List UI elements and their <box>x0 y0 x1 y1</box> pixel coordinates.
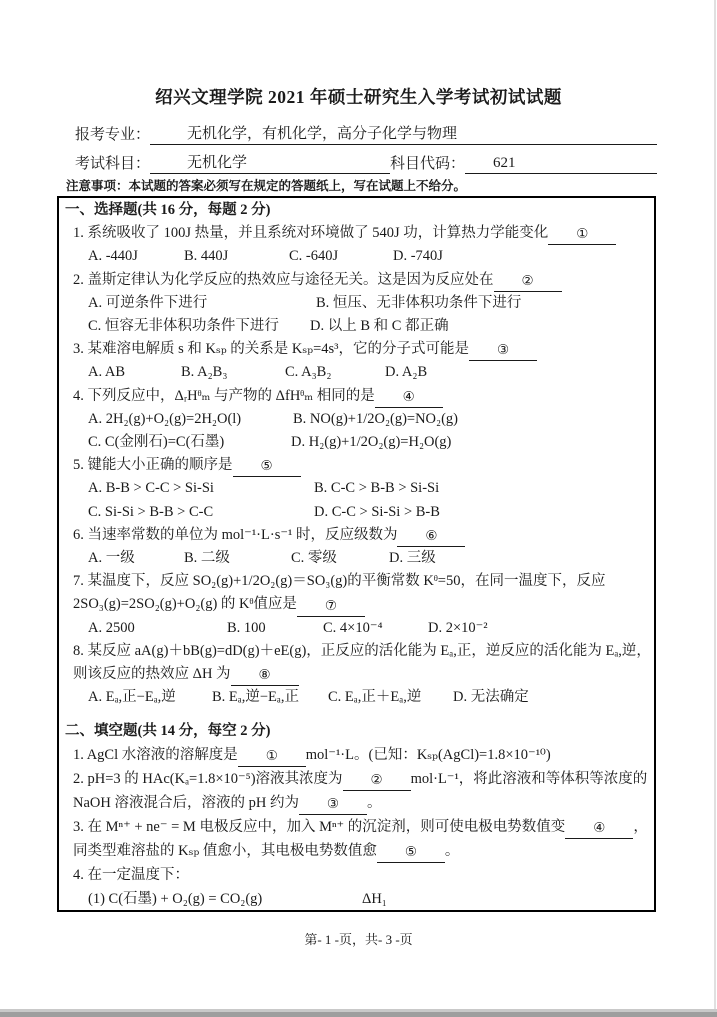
answer-blank-5: ⑤ <box>233 455 301 477</box>
fill-answer-blank-4: ④ <box>565 817 633 839</box>
option-7a: A. 2500 <box>88 619 135 636</box>
fill-blank-2-line-2 <box>65 791 650 815</box>
fill-blank-2-post-2: 。 <box>366 795 382 812</box>
option-6c: C. 零级 <box>291 550 337 567</box>
fill-blank-1 <box>65 743 650 767</box>
code-label: 科目代码： <box>390 156 466 172</box>
answer-blank-1: ① <box>548 223 616 245</box>
fill-blank-3-pre: 3. 在 Mⁿ⁺ + ne⁻ = M 电极反应中，加入 Mⁿ⁺ 的沉淀剂，则可使电极电势数值变 <box>73 819 566 836</box>
subject-label: 考试科目： <box>75 156 151 172</box>
fill-blank-2-line-1 <box>65 767 650 791</box>
question-8-text-1: 8. 某反应 aA(g)＋bB(g)=dD(g)＋eE(g)，正反应的活化能为 Eₐ,正，逆反应的活化能为 Eₐ,逆， <box>73 642 651 659</box>
page-footer: 第- 1 -页，共- 3 -页 <box>304 932 413 947</box>
option-7c: C. 4×10⁻⁴ <box>323 619 383 636</box>
option-2a: A. 可逆条件下进行 <box>88 294 208 311</box>
option-3a: A. AB <box>88 364 126 381</box>
fill-blank-3-line-1 <box>65 815 650 839</box>
fill-blank-3-post-2: 。 <box>444 843 460 860</box>
option-8c: C. Eₐ,正＋Eₐ,逆 <box>328 689 422 706</box>
option-8d: D. 无法确定 <box>453 689 529 706</box>
option-2b: B. 恒压、无非体积功条件下进行 <box>316 294 522 311</box>
question-2-options-row-2 <box>65 315 650 338</box>
fill-blank-2-pre: 2. pH=3 的 HAc(Kₐ=1.8×10⁻⁵)溶液其浓度为 <box>73 771 343 788</box>
section-2 <box>65 719 650 911</box>
option-3c: C. A₃B₂ <box>285 364 332 381</box>
option-4a: A. 2H₂(g)+O₂(g)=2H₂O(l) <box>88 410 242 427</box>
fill-blank-4-text: 4. 在一定温度下： <box>73 867 189 884</box>
fill-answer-blank-1: ① <box>238 745 306 767</box>
fill-answer-blank-3: ③ <box>299 793 367 815</box>
option-8b: B. Eₐ,逆−Eₐ,正 <box>212 689 299 706</box>
question-3-options <box>65 361 650 384</box>
question-5-text: 5. 键能大小正确的顺序是 <box>73 457 233 474</box>
answer-blank-4: ④ <box>375 386 443 408</box>
option-3d: D. A₂B <box>385 364 428 381</box>
question-5 <box>65 454 650 477</box>
fill-blank-2-pre-2: NaOH 溶液混合后，溶液的 pH 约为 <box>73 795 299 812</box>
question-4-options-row-2 <box>65 431 650 454</box>
question-6-options <box>65 547 650 570</box>
question-7-line-1 <box>65 570 650 593</box>
field-row-subject <box>75 145 657 174</box>
fill-blank-3-line-2 <box>65 839 650 863</box>
question-1-options <box>65 245 650 268</box>
page-bottom-edge <box>0 1012 717 1017</box>
fill-answer-blank-2: ② <box>343 769 411 791</box>
answer-blank-8: ⑧ <box>231 664 299 686</box>
question-2 <box>65 269 650 292</box>
question-4 <box>65 385 650 408</box>
fill-blank-1-post: mol⁻¹·L。(已知：Kₛₚ(AgCl)=1.8×10⁻¹⁰) <box>305 747 551 764</box>
option-6d: D. 三级 <box>389 550 436 567</box>
fill-blank-3-post: ， <box>633 819 648 836</box>
question-2-text: 2. 盖斯定律认为化学反应的热效应与途径无关。这是因为反应处在 <box>73 271 494 288</box>
option-1d: D. -740J <box>393 248 443 265</box>
option-4d: D. H₂(g)+1/2O₂(g)=H₂O(g) <box>291 434 452 451</box>
fill-blank-3-pre-2: 同类型难溶盐的 Kₛₚ 值愈小，其电极电势数值愈 <box>73 843 377 860</box>
subject-value: 无机化学 <box>150 151 390 174</box>
delta-h-1: ΔH₁ <box>362 891 387 908</box>
major-label: 报考专业： <box>75 127 151 143</box>
question-5-options-row-1 <box>65 477 650 500</box>
option-1b: B. 440J <box>184 248 229 265</box>
option-8a: A. Eₐ,正−Eₐ,逆 <box>88 689 176 706</box>
header-fields <box>75 116 657 174</box>
option-4b: B. NO(g)+1/2O₂(g)=NO₂(g) <box>293 410 458 427</box>
question-7-line-2 <box>65 593 650 616</box>
option-2d: D. 以上 B 和 C 都正确 <box>310 318 449 335</box>
question-3 <box>65 338 650 361</box>
option-2c: C. 恒容无非体积功条件下进行 <box>88 318 279 335</box>
option-1a: A. -440J <box>88 248 138 265</box>
answer-blank-7: ⑦ <box>297 595 365 617</box>
answer-blank-2: ② <box>494 270 562 292</box>
option-6b: B. 二级 <box>184 550 230 567</box>
option-1c: C. -640J <box>289 248 339 265</box>
fill-blank-2-post: mol·L⁻¹，将此溶液和等体积等浓度的 <box>410 771 648 788</box>
question-7-text-1: 7. 某温度下，反应 SO₂(g)+1/2O₂(g)＝SO₃(g)的平衡常数 Kᶿ=50，在同一温度下，反应 <box>73 573 606 590</box>
question-8-line-1 <box>65 640 650 663</box>
section-2-heading: 二、填空题(共 14 分，每空 2 分) <box>65 723 271 740</box>
option-5a: A. B-B > C-C > Si-Si <box>88 480 214 497</box>
question-8-line-2 <box>65 663 650 686</box>
fill-answer-blank-5: ⑤ <box>377 841 445 863</box>
option-7d: D. 2×10⁻² <box>428 619 488 636</box>
option-5d: D. C-C > Si-Si > B-B <box>314 503 440 520</box>
question-1-text: 1. 系统吸收了 100J 热量，并且系统对环境做了 540J 功，计算热力学能变化 <box>73 225 549 242</box>
option-4c: C. C(金刚石)=C(石墨) <box>88 434 225 451</box>
question-2-options-row-1 <box>65 292 650 315</box>
question-7-text-2: 2SO₃(g)=2SO₂(g)+O₂(g) 的 Kᶿ值应是 <box>73 596 297 613</box>
option-7b: B. 100 <box>227 619 266 636</box>
section-1-heading: 一、选择题(共 16 分，每题 2 分) <box>65 202 271 218</box>
answer-blank-6: ⑥ <box>397 525 465 547</box>
question-8-options <box>65 686 650 709</box>
fill-blank-4 <box>65 863 650 887</box>
question-box <box>57 196 656 912</box>
exam-title: 绍兴文理学院 2021 年硕士研究生入学考试初试试题 <box>155 87 562 107</box>
question-6 <box>65 524 650 547</box>
page-right-edge <box>714 0 716 1009</box>
equation-line-1 <box>65 887 650 911</box>
option-6a: A. 一级 <box>88 550 135 567</box>
fill-blank-1-pre: 1. AgCl 水溶液的溶解度是 <box>73 747 238 764</box>
option-3b: B. A₂B₃ <box>181 364 228 381</box>
option-5c: C. Si-Si > B-B > C-C <box>88 503 214 520</box>
option-5b: B. C-C > B-B > Si-Si <box>314 480 440 497</box>
question-1 <box>65 222 650 245</box>
question-5-options-row-2 <box>65 501 650 524</box>
question-7-options <box>65 617 650 640</box>
field-row-major <box>75 116 657 145</box>
equation-1: (1) C(石墨) + O₂(g) = CO₂(g) <box>88 891 263 908</box>
answer-blank-3: ③ <box>469 339 537 361</box>
major-value: 无机化学，有机化学，高分子化学与物理 <box>150 122 657 145</box>
question-4-options-row-1 <box>65 408 650 431</box>
question-4-text: 4. 下列反应中，ΔᵣHᶿₘ 与产物的 ΔfHᶿₘ 相同的是 <box>73 387 375 404</box>
code-value: 621 <box>465 155 657 174</box>
question-8-text-2: 则该反应的热效应 ΔH 为 <box>73 666 231 683</box>
question-6-text: 6. 当速率常数的单位为 mol⁻¹·L·s⁻¹ 时，反应级数为 <box>73 526 398 543</box>
question-3-text: 3. 某难溶电解质 s 和 Kₛₚ 的关系是 Kₛₚ=4s³，它的分子式可能是 <box>73 341 469 358</box>
notice-text: 注意事项：本试题的答案必须写在规定的答题纸上，写在试题上不给分。 <box>66 179 467 193</box>
